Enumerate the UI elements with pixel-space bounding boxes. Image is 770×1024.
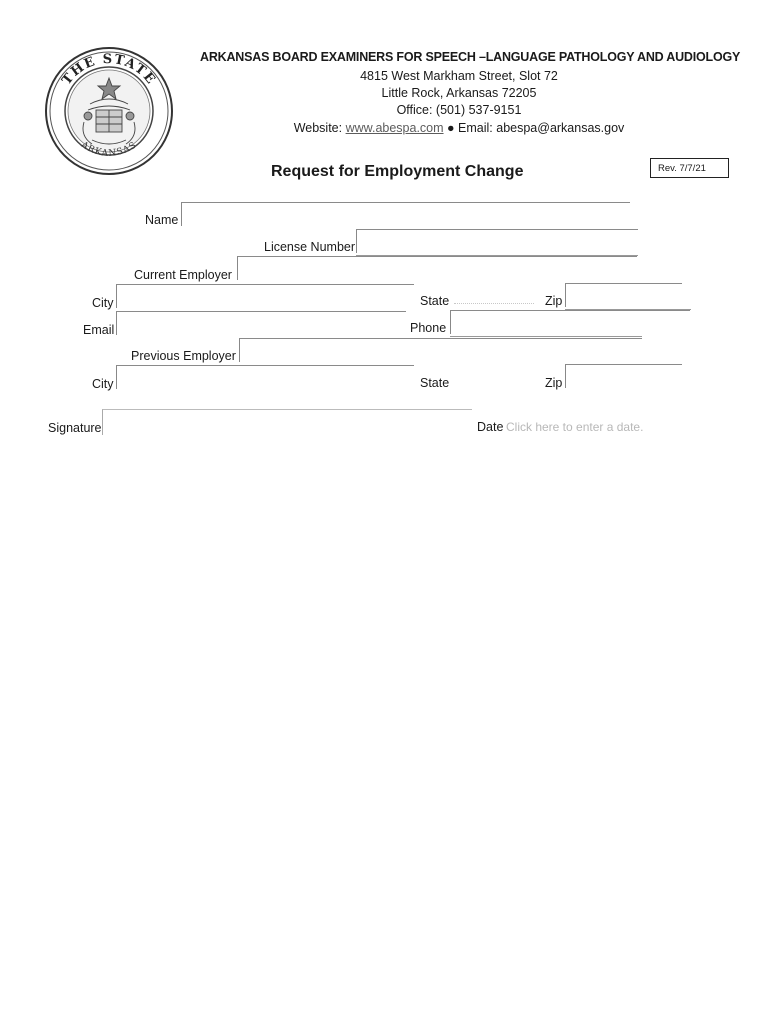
state-dropdown[interactable] xyxy=(454,295,534,304)
city-label: City xyxy=(92,296,114,310)
previous-zip-field[interactable] xyxy=(565,364,682,388)
license-number-label: License Number xyxy=(264,240,356,254)
office-phone: Office: (501) 537-9151 xyxy=(396,103,522,117)
current-employer-label: Current Employer xyxy=(134,268,232,282)
contact-line xyxy=(200,121,718,135)
form-title: Request for Employment Change xyxy=(271,163,524,180)
signature-label: Signature xyxy=(48,421,102,435)
city-field[interactable] xyxy=(116,284,414,308)
organization-name: ARKANSAS BOARD EXAMINERS FOR SPEECH –LANGUAGE PATHOLOGY AND AUDIOLOGY xyxy=(200,50,741,64)
address-line-1: 4815 West Markham Street, Slot 72 xyxy=(360,69,558,83)
svg-text:THE STATE: THE STATE xyxy=(59,51,159,88)
email-label: Email xyxy=(83,323,115,337)
previous-employer-field[interactable] xyxy=(239,338,642,362)
previous-state-label: State xyxy=(420,376,450,390)
email-field[interactable] xyxy=(116,311,406,335)
phone-field[interactable] xyxy=(450,310,690,334)
previous-city-field[interactable] xyxy=(116,365,414,389)
date-label: Date xyxy=(477,420,504,434)
state-seal-logo xyxy=(44,44,174,178)
phone-label: Phone xyxy=(410,321,447,335)
previous-city-label: City xyxy=(92,377,114,391)
previous-employer-label: Previous Employer xyxy=(131,349,236,363)
zip-field[interactable] xyxy=(565,283,682,307)
previous-zip-label: Zip xyxy=(545,376,563,390)
phone-bottom-rule xyxy=(450,336,642,337)
state-label: State xyxy=(420,294,450,308)
license-number-field[interactable] xyxy=(356,229,638,253)
revision-box: Rev. 7/7/21 xyxy=(650,158,729,178)
website-link[interactable]: www.abespa.com xyxy=(345,121,444,135)
email-text: ● Email: abespa@arkansas.gov xyxy=(443,121,625,135)
date-picker[interactable]: Click here to enter a date. xyxy=(506,420,644,434)
name-label: Name xyxy=(145,213,179,227)
zip-label: Zip xyxy=(545,294,563,308)
name-field[interactable] xyxy=(181,202,630,226)
signature-field[interactable] xyxy=(102,409,472,435)
website-label: Website: xyxy=(293,121,346,135)
address-line-2: Little Rock, Arkansas 72205 xyxy=(381,86,537,100)
current-employer-field[interactable] xyxy=(237,256,637,280)
svg-text:ARKANSAS: ARKANSAS xyxy=(79,140,139,159)
